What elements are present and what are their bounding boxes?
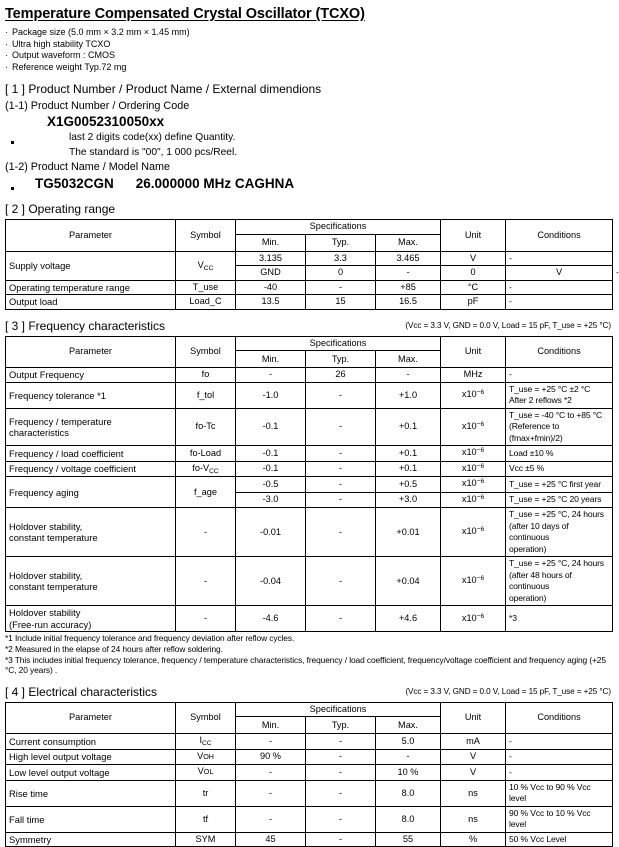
header-min: Min. (236, 717, 306, 734)
operating-range-body (6, 251, 619, 309)
cell-conditions: T_use = +25 °C first year (506, 477, 613, 493)
cell-min: 90 % (236, 749, 306, 765)
cell-unit: $x10^{-6}$ (441, 461, 506, 477)
cell-symbol: f_tol (176, 382, 236, 408)
cell-unit: $x10^{-6}$ (441, 508, 506, 557)
cell-min: - (236, 780, 306, 806)
cell-unit: ns (441, 780, 506, 806)
quantity-note-1: last 2 digits code(xx) define Quantity. (69, 132, 236, 144)
list-item (5, 50, 612, 62)
cell-parameter: Low level output voltage (6, 765, 176, 781)
section-1-2-label: (1-2) Product Name / Model Name (5, 161, 171, 174)
table-row (6, 477, 613, 493)
cell-typ: - (306, 780, 376, 806)
cell-conditions: T_use = +25 °C, 24 hours (after 48 hours of continuous operation) (506, 557, 613, 606)
cell-typ: 15 (306, 295, 376, 310)
cell-unit: °C (441, 280, 506, 295)
cell-max: 5.0 (376, 734, 441, 750)
cell-min: - (236, 765, 306, 781)
header-parameter: Parameter (6, 336, 176, 368)
section-4-title: [ 4 ] Electrical characteristics (5, 684, 158, 699)
cell-max: +0.1 (376, 446, 441, 462)
cell-unit: $x10^{-6}$ (441, 557, 506, 606)
cell-max: +0.01 (376, 508, 441, 557)
cell-unit: pF (441, 295, 506, 310)
cell-typ: - (306, 557, 376, 606)
cell-parameter: Supply voltage (6, 251, 176, 280)
product-model-name (5, 174, 612, 193)
cell-max: +3.0 (376, 492, 441, 508)
cell-min: -40 (236, 280, 306, 295)
section-4-heading (5, 685, 612, 700)
cell-unit: $x10^{-6}$ (441, 606, 506, 632)
cell-symbol: VOL (176, 765, 236, 781)
cell-unit: mA (441, 734, 506, 750)
cell-unit: V (441, 765, 506, 781)
cell-unit: % (441, 832, 506, 847)
header-unit: Unit (441, 702, 506, 734)
cell-parameter: Frequency tolerance *1 (6, 382, 176, 408)
cell-symbol: - (176, 508, 236, 557)
cell-min: 13.5 (236, 295, 306, 310)
cell-conditions: - (506, 295, 613, 310)
header-parameter: Parameter (6, 220, 176, 252)
cell-conditions: T_use = -40 °C to +85 °C (Reference to (fmax+fmin)/2) (506, 408, 613, 446)
table-row (6, 280, 613, 295)
stray-mark (11, 141, 14, 144)
cell-parameter: Frequency aging (6, 477, 176, 508)
cell-symbol: tf (176, 806, 236, 832)
model-frequency-text: 26.000000 MHz CAGHNA (135, 176, 295, 192)
cell-parameter: Output load (6, 295, 176, 310)
cell-conditions: Load ±10 % (506, 446, 613, 462)
cell-conditions: - (506, 734, 613, 750)
header-typ: Typ. (306, 717, 376, 734)
list-item (5, 27, 612, 39)
section-3-title: [ 3 ] Frequency characteristics (5, 318, 166, 333)
footnote: *3 This includes initial frequency tolerance, frequency / temperature characteristics, frequency / load coefficient, frequency/voltage coefficient and frequency aging (+25 °C, 20 years) . (5, 654, 606, 676)
cell-unit: $x10^{-6}$ (441, 477, 506, 493)
cell-conditions: T_use = +25 °C ±2 °C After 2 reflows *2 (506, 382, 613, 408)
header-min: Min. (236, 234, 306, 251)
cell-unit: $x10^{-6}$ (441, 492, 506, 508)
cell-unit: V (441, 749, 506, 765)
cell-typ: - (306, 382, 376, 408)
feature-text: Package size (5.0 mm × 3.2 mm × 1.45 mm) (12, 27, 190, 38)
cell-typ: - (306, 446, 376, 462)
cell-min: -0.1 (236, 446, 306, 462)
header-unit: Unit (441, 220, 506, 252)
header-min: Min. (236, 351, 306, 368)
cell-min: - (236, 734, 306, 750)
cell-unit: MHz (441, 368, 506, 383)
table-row (6, 832, 613, 847)
footnote: *1 Include initial frequency tolerance and frequency deviation after reflow cycles. (5, 633, 295, 644)
header-max: Max. (376, 351, 441, 368)
header-symbol: Symbol (176, 220, 236, 252)
cell-symbol: GND (236, 266, 306, 281)
header-symbol: Symbol (176, 702, 236, 734)
feature-text: Output waveform : CMOS (12, 50, 116, 61)
table-header-row (6, 220, 613, 235)
cell-parameter: Operating temperature range (6, 280, 176, 295)
cell-parameter: Frequency / temperature characteristics (6, 408, 176, 446)
table-row (6, 606, 613, 632)
cell-symbol: $V_{CC}$ (176, 251, 236, 280)
cell-unit: $x10^{-6}$ (441, 446, 506, 462)
cell-unit: V (441, 251, 506, 266)
cell-parameter: Frequency / voltage coefficient (6, 461, 176, 477)
cell-min: -0.5 (236, 477, 306, 493)
cell-min: -1.0 (236, 382, 306, 408)
bullet-dot-icon: · (5, 38, 8, 49)
cell-max: 55 (376, 832, 441, 847)
cell-symbol: VOH (176, 749, 236, 765)
header-conditions: Conditions (506, 220, 613, 252)
cell-symbol: $I_{CC}$ (176, 734, 236, 750)
bullet-dot-icon: · (5, 61, 8, 72)
header-conditions: Conditions (506, 336, 613, 368)
cell-max: +0.04 (376, 557, 441, 606)
section-1-heading: [ 1 ] Product Number / Product Name / External dimendions (5, 82, 322, 97)
table-row (6, 508, 613, 557)
operating-range-table (5, 219, 619, 310)
bullet-dot-icon: · (5, 50, 8, 61)
page-title: Temperature Compensated Crystal Oscillator (TCXO) (5, 6, 365, 22)
cell-conditions: - (506, 765, 613, 781)
cell-symbol: fo (176, 368, 236, 383)
cell-symbol: - (176, 557, 236, 606)
list-item (5, 39, 612, 51)
cell-symbol: Load_C (176, 295, 236, 310)
cell-min: -3.0 (236, 492, 306, 508)
product-number: X1G0052310050xx (47, 114, 165, 130)
stray-mark (11, 187, 14, 190)
cell-parameter: Symmetry (6, 832, 176, 847)
section-1-1-label: (1-1) Product Number / Ordering Code (5, 100, 190, 113)
table-row (6, 382, 613, 408)
cell-parameter: Rise time (6, 780, 176, 806)
header-specifications: Specifications (236, 702, 441, 717)
cell-conditions: 90 % Vcc to 10 % Vcc level (506, 806, 613, 832)
header-symbol: Symbol (176, 336, 236, 368)
cell-typ: - (306, 477, 376, 493)
cell-conditions: - (506, 280, 613, 295)
table-header-row (6, 702, 613, 717)
electrical-characteristics-body (6, 734, 613, 847)
table-row (6, 408, 613, 446)
cell-typ: 26 (306, 368, 376, 383)
cell-min: -0.1 (236, 408, 306, 446)
cell-typ: - (306, 408, 376, 446)
cell-max: 10 % (376, 765, 441, 781)
header-typ: Typ. (306, 351, 376, 368)
cell-parameter: Holdover stability, constant temperature (6, 508, 176, 557)
table-header-row (6, 336, 613, 351)
header-typ: Typ. (306, 234, 376, 251)
cell-symbol: T_use (176, 280, 236, 295)
cell-min: -0.1 (236, 461, 306, 477)
cell-conditions: 10 % Vcc to 90 % Vcc level (506, 780, 613, 806)
bullet-dot-icon: · (5, 27, 8, 38)
table-row (6, 806, 613, 832)
cell-parameter: Output Frequency (6, 368, 176, 383)
cell-typ: - (306, 508, 376, 557)
cell-min: -4.6 (236, 606, 306, 632)
cell-max: - (376, 749, 441, 765)
cell-min: -0.04 (236, 557, 306, 606)
cell-conditions: - (506, 368, 613, 383)
cell-max: +4.6 (376, 606, 441, 632)
electrical-characteristics-table (5, 702, 613, 847)
cell-min: -0.01 (236, 508, 306, 557)
table-row (6, 749, 613, 765)
cell-parameter: Fall time (6, 806, 176, 832)
table-row (6, 780, 613, 806)
header-max: Max. (376, 717, 441, 734)
footnote: *2 Measured in the elapse of 24 hours after reflow soldering. (5, 643, 223, 654)
cell-typ: - (306, 461, 376, 477)
cell-min: - (236, 806, 306, 832)
cell-max: +0.1 (376, 461, 441, 477)
header-specifications: Specifications (236, 220, 441, 235)
section-3-heading (5, 319, 612, 334)
cell-max: 16.5 (376, 295, 441, 310)
feature-text: Ultra high stability TCXO (12, 38, 111, 49)
table-row (6, 461, 613, 477)
cell-min: 45 (236, 832, 306, 847)
header-conditions: Conditions (506, 702, 613, 734)
cell-symbol: fo-Tc (176, 408, 236, 446)
cell-typ: - (306, 492, 376, 508)
section-3-footnotes (5, 633, 612, 675)
section-4-condition-note: (Vcc = 3.3 V, GND = 0.0 V, Load = 15 pF, T_use = +25 °C) (405, 686, 611, 696)
section-2-heading: [ 2 ] Operating range (5, 202, 116, 217)
cell-unit: V (506, 266, 613, 281)
cell-typ: - (306, 606, 376, 632)
table-row (6, 368, 613, 383)
cell-typ: - (306, 280, 376, 295)
cell-min: 0 (306, 266, 376, 281)
cell-parameter: Current consumption (6, 734, 176, 750)
cell-max: +0.5 (376, 477, 441, 493)
cell-unit: $x10^{-6}$ (441, 408, 506, 446)
header-max: Max. (376, 234, 441, 251)
cell-parameter: Frequency / load coefficient (6, 446, 176, 462)
cell-conditions: *3 (506, 606, 613, 632)
cell-typ: - (306, 832, 376, 847)
cell-symbol: f_age (176, 477, 236, 508)
cell-min: 3.135 (236, 251, 306, 266)
cell-max: 0 (441, 266, 506, 281)
cell-conditions: - (506, 251, 613, 266)
cell-conditions: T_use = +25 °C 20 years (506, 492, 613, 508)
cell-max: +85 (376, 280, 441, 295)
table-row (6, 765, 613, 781)
table-row: GND 0 - 0 V - (6, 266, 613, 281)
frequency-characteristics-table (5, 336, 613, 633)
cell-parameter: High level output voltage (6, 749, 176, 765)
cell-conditions: - (506, 749, 613, 765)
cell-conditions: 50 % Vcc Level (506, 832, 613, 847)
table-row (6, 557, 613, 606)
cell-typ: - (306, 765, 376, 781)
cell-typ: 3.3 (306, 251, 376, 266)
quantity-note-2: The standard is "00", 1 000 pcs/Reel. (69, 146, 238, 158)
cell-parameter: Holdover stability, constant temperature (6, 557, 176, 606)
cell-max: 8.0 (376, 780, 441, 806)
cell-symbol: SYM (176, 832, 236, 847)
model-name-text: TG5032CGN (35, 176, 114, 192)
cell-unit: ns (441, 806, 506, 832)
cell-symbol: tr (176, 780, 236, 806)
cell-symbol: $fo-V_{CC}$ (176, 461, 236, 477)
table-row (6, 295, 613, 310)
section-3-condition-note: (Vcc = 3.3 V, GND = 0.0 V, Load = 15 pF, T_use = +25 °C) (405, 320, 611, 330)
list-item (5, 62, 612, 74)
cell-max: +0.1 (376, 408, 441, 446)
frequency-characteristics-body (6, 368, 613, 632)
cell-symbol: - (176, 606, 236, 632)
cell-max: 3.465 (376, 251, 441, 266)
cell-typ: - (306, 734, 376, 750)
cell-max: 8.0 (376, 806, 441, 832)
cell-min: - (236, 368, 306, 383)
feature-list (5, 27, 612, 73)
cell-conditions: Vcc ±5 % (506, 461, 613, 477)
cell-conditions: T_use = +25 °C, 24 hours (after 10 days of continuous operation) (506, 508, 613, 557)
cell-parameter: Holdover stability (Free-run accuracy) (6, 606, 176, 632)
table-row (6, 734, 613, 750)
header-unit: Unit (441, 336, 506, 368)
cell-typ: - (306, 749, 376, 765)
header-parameter: Parameter (6, 702, 176, 734)
table-row (6, 446, 613, 462)
cell-unit: $x10^{-6}$ (441, 382, 506, 408)
header-specifications: Specifications (236, 336, 441, 351)
cell-typ: - (306, 806, 376, 832)
table-row (6, 251, 613, 266)
feature-text: Reference weight Typ.72 mg (12, 61, 127, 72)
cell-symbol: fo-Load (176, 446, 236, 462)
cell-typ: - (376, 266, 441, 281)
cell-max: - (376, 368, 441, 383)
cell-max: +1.0 (376, 382, 441, 408)
